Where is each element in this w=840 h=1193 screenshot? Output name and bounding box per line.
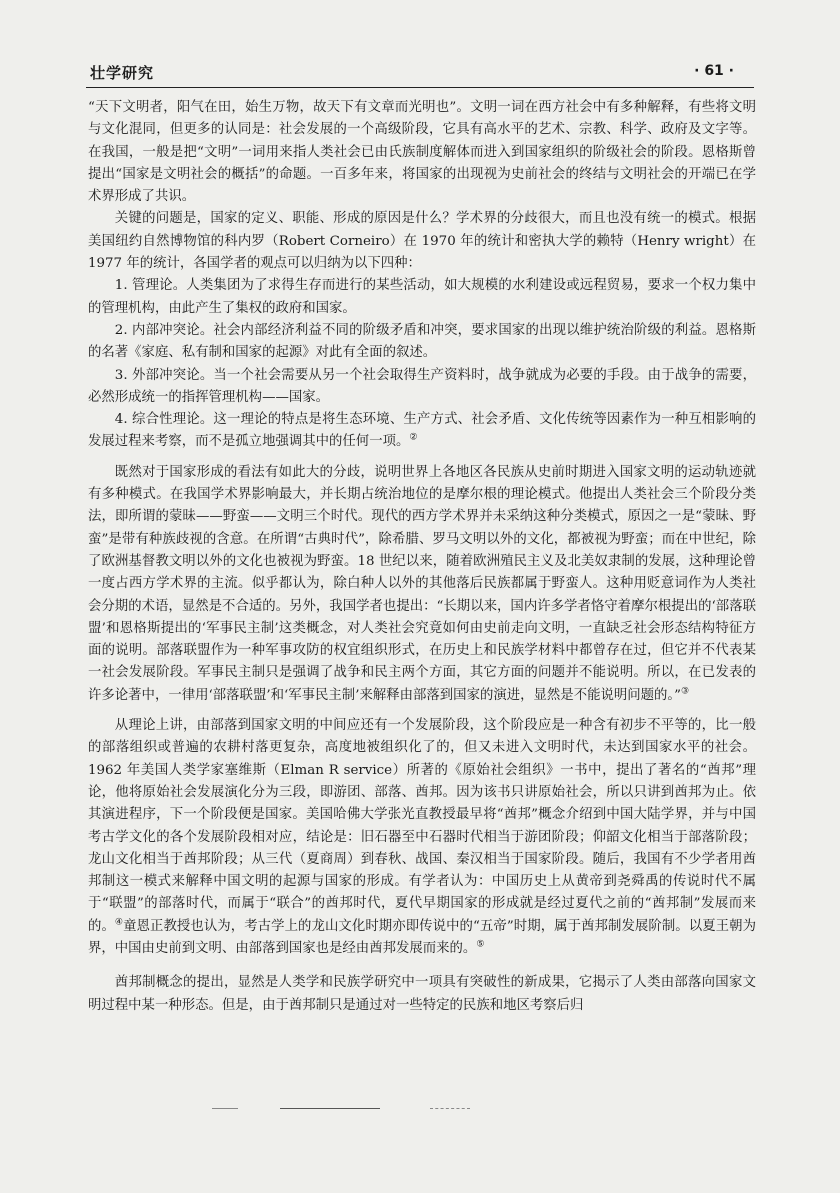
footnote-ref-4[interactable]: ④ [114,917,124,928]
footnote-ref-2[interactable]: ② [409,432,418,443]
journal-title: 壮学研究 [90,64,155,82]
paragraph-5: 酋邦制概念的提出，显然是人类学和民族学研究中一项具有突破性的新成果，它揭示了人类由部落向国家文明过程中某一种形态。但是，由于酋邦制只是通过对一些特定的民族和地区考察后归 [88,975,756,1013]
list-item-3: 3. 外部冲突论。当一个社会需要从另一个社会取得生产资料时，战争就成为必要的手段。由于战争的需要，必然形成统一的指挥管理机构——国家。 [88,367,756,405]
paragraph-4: 从理论上讲，由部落到国家文明的中间应还有一个发展阶段，这个阶段应是一种含有初步不平等的，比一般的部落组织或普遍的农耕村落更复杂，高度地被组织化了的，但又未进入文明时代，未达到国家水平的社会。1962 年美国人类学家塞维斯（Elman R service）所著的《原始社会组织》一书中，提出了著名的“酋邦”理论，他将原始社会发展演化分为三段，即游团、部落、酋邦。因为该书只讲原始社会，所以只讲到酋邦为止。依其演进程序，下一个阶段便是国家。美国哈佛大学张光直教授最早将“酋邦”概念介绍到中国大陆学界，并与中国考古学文化的各个发展阶段相对应，结论是：旧石器至中石器时代相当于游团阶段；仰韶文化相当于部落阶段；龙山文化相当于酋邦阶段；从三代（夏商周）到春秋、战国、秦汉相当于国家阶段。随后，我国有不少学者用酋邦制这一模式来解释中国文明的起源与国家的形成。有学者认为：中国历史上从黄帝到尧舜禹的传说时代不属于“联盟”的部落时代，而属于“联合”的酋邦时代，夏代早期国家的形成就是经过夏代之前的“酋邦制”发展而来的。④童恩正教授也认为，考古学上的龙山文化时期亦即传说中的“五帝”时期，属于酋邦制发展阶制。以夏王朝为界，中国由史前到文明、由部落到国家也是经由酋邦发展而来的。⑤ [88,718,756,956]
paragraph-2: 关键的问题是，国家的定义、职能、形成的原因是什么？学术界的分歧很大，而且也没有统一的模式。根据美国纽约自然博物馆的科内罗（Robert Corneiro）在 1970 年的统计和密执大学的赖特（Henry wright）在 1977 年的统计，各国学者的观点可以归纳为以下四种： [88,211,756,272]
footnote-ref-3[interactable]: ③ [680,686,690,697]
header-rule [86,87,754,88]
list-item-1: 1. 管理论。人类集团为了求得生存而进行的某些活动，如大规模的水利建设或远程贸易，要求一个权力集中的管理机构，由此产生了集权的政府和国家。 [88,278,756,316]
running-header [86,58,754,88]
scan-mark [430,1108,470,1109]
paragraph-3: 既然对于国家形成的看法有如此大的分歧，说明世界上各地区各民族从史前时期进入国家文明的运动轨迹就有多种模式。在我国学术界影响最大，并长期占统治地位的是摩尔根的理论模式。他提出人类社会三个阶段分类法，即所谓的蒙昧——野蛮——文明三个时代。现代的西方学术界并未采纳这种分类模式，原因之一是“蒙昧、野蛮”是带有种族歧视的含意。在所谓“古典时代”，除希腊、罗马文明以外的文化，都被视为野蛮；而在中世纪，除了欧洲基督教文明以外的文化也被视为野蛮。18 世纪以来，随着欧洲殖民主义及北美奴隶制的发展，这种理论曾一度占西方学术界的主流。似乎都认为，除白种人以外的其他落后民族都属于野蛮人。这种用贬意词作为人类社会分期的术语，显然是不合适的。另外，我国学者也提出：“长期以来，国内许多学者恪守着摩尔根提出的‘部落联盟’和恩格斯提出的‘军事民主制’这类概念，对人类社会究竟如何由史前走向文明，一直缺乏社会形态结构特征方面的说明。部落联盟作为一种军事攻防的权宜组织形式，在历史上和民族学材料中都曾存在过，但它并不代表某一社会发展阶段。军事民主制只是强调了战争和民主两个方面，其它方面的问题并不能说明。所以，在已发表的许多论著中，一律用‘部落联盟’和‘军事民主制’来解释由部落到国家的演进，显然是不能说明问题的。”③ [88,464,756,703]
scan-mark [280,1108,380,1109]
paragraph-1: “天下文明者，阳气在田，始生万物，故天下有文章而光明也”。文明一词在西方社会中有多种解释，有些将文明与文化混同，但更多的认同是：社会发展的一个高级阶段，它具有高水平的艺术、宗教、科学、政府及文字等。在我国，一般是把“文明”一词用来指人类社会已由氏族制度解体而进入到国家组织的阶级社会的阶段。恩格斯曾提出“国家是文明社会的概括”的命题。一百多年来，将国家的出现视为史前社会的终结与文明社会的开端已在学术界形成了共识。 [88,100,756,205]
page-number: · 61 · [694,63,734,79]
footnote-ref-5[interactable]: ⑤ [476,939,485,950]
article-body [88,97,756,1017]
list-item-4: 4. 综合性理论。这一理论的特点是将生态环境、生产方式、社会矛盾、文化传统等因素作为一种互相影响的发展过程来考察，而不是孤立地强调其中的任何一项。② [88,412,756,450]
list-item-2: 2. 内部冲突论。社会内部经济利益不同的阶级矛盾和冲突，要求国家的出现以维护统治阶级的利益。恩格斯的名著《家庭、私有制和国家的起源》对此有全面的叙述。 [88,322,756,361]
scan-mark [212,1108,238,1109]
